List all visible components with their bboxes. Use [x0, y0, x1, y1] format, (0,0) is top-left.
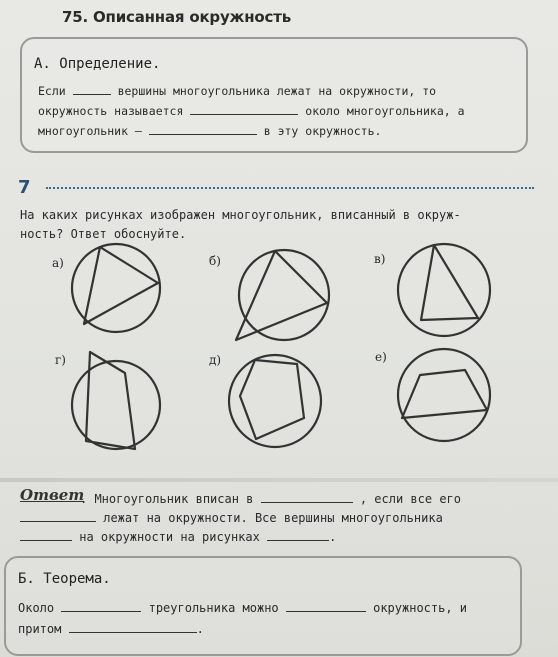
definition-heading: А. Определение.	[34, 56, 161, 72]
task-number: 7	[18, 177, 31, 198]
answer-text: .	[329, 530, 337, 544]
answer-text: лежат на окружности. Все вершины многоугольника	[103, 511, 443, 525]
theorem-text: .	[196, 622, 204, 636]
answer-line-2	[20, 511, 443, 525]
definition-text: вершины многоугольника лежат на окружности, то	[117, 84, 437, 98]
task-question-line-2: ность? Ответ обоснуйте.	[20, 227, 187, 241]
answer-text: на окружности на рисунках	[79, 530, 260, 544]
circle-v	[398, 244, 490, 336]
theorem-line-2	[18, 622, 204, 636]
theorem-blank-1[interactable]	[61, 601, 141, 612]
definition-text: около многоугольника, а	[305, 104, 465, 118]
definition-text: окружность называется	[38, 104, 184, 118]
figure-label-e: е)	[375, 350, 387, 364]
task-question-line-1: На каких рисунках изображен многоугольник, вписанный в окруж-	[20, 208, 461, 222]
theorem-text: окружность, и	[373, 601, 468, 615]
theorem-blank-2[interactable]	[286, 601, 366, 612]
figure-label-a: а)	[52, 256, 64, 270]
figure-a	[72, 244, 160, 332]
theorem-text: Около	[18, 601, 55, 615]
answer-blank-2[interactable]	[20, 511, 96, 522]
definition-text: многоугольник —	[38, 124, 142, 138]
polygon-a	[84, 247, 158, 324]
answer-blank-4[interactable]	[267, 530, 329, 541]
figure-label-v: в)	[374, 252, 386, 266]
page-title: 75. Описанная окружность	[62, 8, 292, 26]
figure-label-g: г)	[55, 353, 66, 367]
circle-b	[239, 250, 329, 340]
answer-line-1	[80, 492, 461, 506]
polygon-d	[240, 360, 304, 439]
figure-label-d: д)	[209, 353, 222, 367]
theorem-blank-3[interactable]	[69, 622, 197, 633]
figure-b	[236, 250, 329, 340]
polygon-e	[402, 370, 487, 418]
figure-e	[398, 349, 490, 441]
figure-g	[72, 352, 160, 449]
answer-heading: Ответ	[20, 486, 85, 504]
answer-text: . Многоугольник вписан в	[80, 492, 254, 506]
answer-line-3	[20, 530, 336, 544]
definition-text: в эту окружность.	[263, 124, 382, 138]
figure-v	[398, 244, 490, 336]
theorem-text: притом	[18, 622, 62, 636]
definition-text: Если	[38, 84, 66, 98]
figure-d	[229, 355, 321, 447]
answer-text: , если все его	[359, 492, 462, 506]
section-separator	[0, 478, 558, 482]
answer-blank-3[interactable]	[20, 530, 72, 541]
theorem-heading: Б. Теорема.	[18, 571, 111, 587]
theorem-line-1	[18, 601, 467, 615]
answer-blank-1[interactable]	[261, 492, 353, 503]
theorem-text: треугольника можно	[148, 601, 279, 615]
figure-label-b: б)	[209, 254, 221, 268]
polygon-v	[421, 245, 478, 320]
